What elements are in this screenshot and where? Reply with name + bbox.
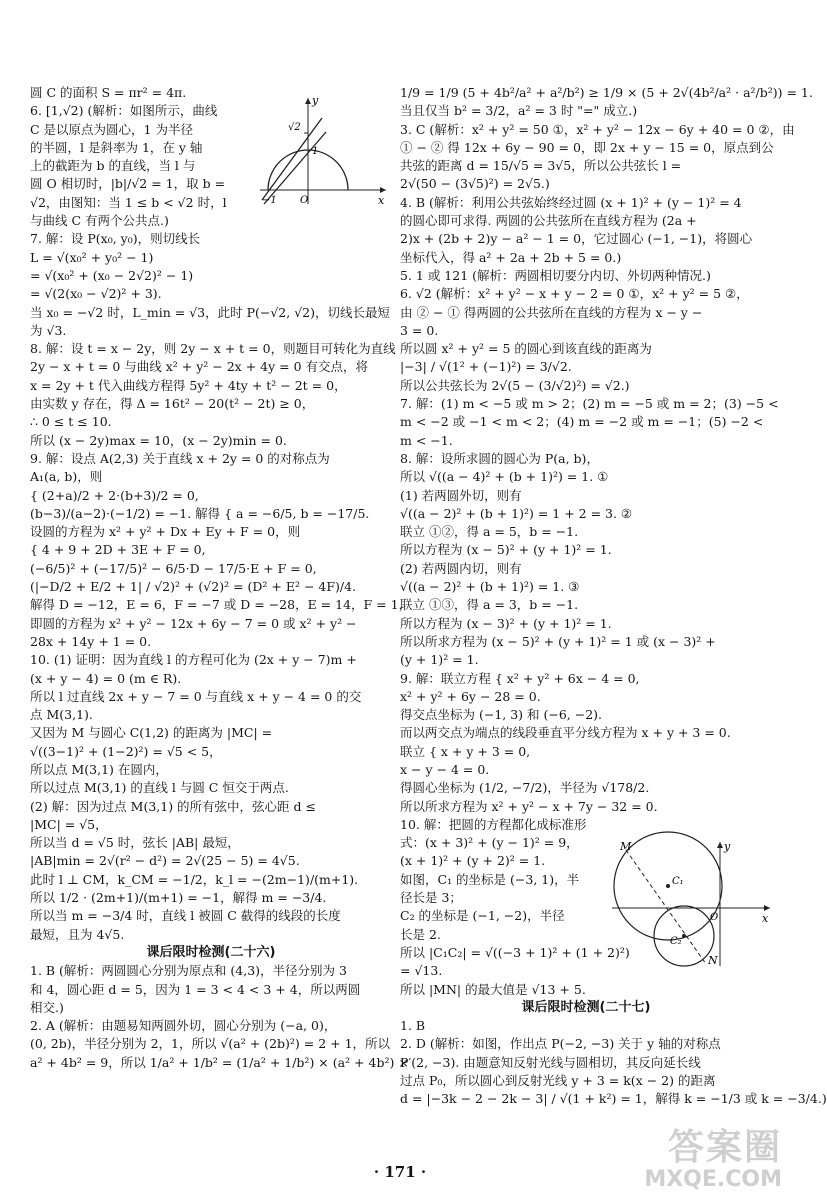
- text-line: 所以公共弦长为 2√(5 − (3/√2)²) = √2.): [400, 377, 630, 393]
- text-line: 径长是 3；: [400, 890, 462, 906]
- text-line: 所以 |C₁C₂| = √((−3 + 1)² + (1 + 2)²): [400, 944, 630, 960]
- text-line: 所以点 M(3,1) 在圆内，: [30, 761, 168, 777]
- text-line: { (2+a)/2 + 2·(b+3)/2 = 0,: [30, 487, 199, 503]
- text-line: 9. 解：联立方程 { x² + y² + 6x − 4 = 0,: [400, 670, 640, 686]
- fig1-one-label: 1: [312, 146, 319, 157]
- text-line: 为 √3.: [30, 322, 67, 338]
- text-line: √((3−1)² + (1−2)²) = √5 < 5，: [30, 743, 222, 759]
- fig1-x-label: x: [378, 194, 385, 207]
- text-line: 的半圆，l 是斜率为 1，在 y 轴: [30, 139, 203, 155]
- text-line: x² + y² + 6y − 28 = 0.: [400, 688, 541, 704]
- fig1-sqrt2-label: √2: [288, 122, 301, 133]
- text-line: a² + 4b² = 9，所以 1/a² + 1/b² = (1/a² + 1/b²) × (a² + 4b²) ×: [30, 1054, 409, 1070]
- text-line: 6. [1,√2) (解析：如图所示，曲线: [30, 103, 218, 119]
- text-line: 联立 ①③，得 a = 3，b = −1.: [400, 597, 579, 613]
- text-line: 6. √2 (解析：x² + y² − x + y − 2 = 0 ①，x² + y² = 5 ②，: [400, 286, 749, 302]
- text-line: (|−D/2 + E/2 + 1| / √2)² + (√2)² = (D² + E² − 4F)/4.: [30, 579, 357, 595]
- text-line: 所以 1/2 · (2m+1)/(m+1) = −1，解得 m = −3/4.: [30, 890, 327, 906]
- fig2-origin-label: O: [710, 912, 719, 923]
- left-column: [30, 84, 412, 1072]
- text-line: 2. A (解析：由题易知两圆外切，圆心分别为 (−a, 0)，: [30, 1018, 337, 1034]
- fig1-neg-one-label: −1: [262, 195, 277, 206]
- text-line: |MC| = √5，: [30, 816, 108, 832]
- fig2-m-label: M: [620, 840, 632, 853]
- text-line: 3 = 0.: [400, 322, 439, 338]
- text-line: 最短，且为 4√5.: [30, 926, 125, 942]
- fig2-x-label: x: [762, 912, 769, 925]
- text-line: 所以方程为 (x − 5)² + (y + 1)² = 1.: [400, 542, 612, 558]
- fig2-y-label: y: [724, 840, 731, 853]
- text-line: 解得 D = −12，E = 6，F = −7 或 D = −28，E = 14，F = 1，: [30, 597, 412, 613]
- text-line: (x + 1)² + (y + 2)² = 1.: [400, 853, 546, 869]
- text-line: 10. 解：把圆的方程都化成标准形: [400, 816, 587, 832]
- text-line: 所以方程为 (x − 3)² + (y + 1)² = 1.: [400, 615, 612, 631]
- text-line: (1) 若两圆外切，则有: [400, 487, 522, 503]
- text-line: 所以所求方程为 x² + y² − x + 7y − 32 = 0.: [400, 798, 658, 814]
- text-line: 所以 l 过直线 2x + y − 7 = 0 与直线 x + y − 4 = 0 的交: [30, 688, 362, 704]
- section-title: 课后限时检测(二十七): [521, 999, 651, 1015]
- text-line: 所以 |MN| 的最大值是 √13 + 5.: [400, 981, 586, 997]
- text-line: 上的截距为 b 的直线，当 l 与: [30, 158, 196, 174]
- text-line: 所以 (x − 2y)max = 10，(x − 2y)min = 0.: [30, 432, 287, 448]
- text-line: ∴ 0 ≤ t ≤ 10.: [30, 414, 112, 430]
- text-line: 当 x₀ = −√2 时，L_min = √3，此时 P(−√2, √2)，切线长最短: [30, 304, 391, 320]
- text-line: P′(2, −3). 由题意知反射光线与圆相切，其反向延长线: [400, 1054, 701, 1070]
- page-number: · 171 ·: [373, 1163, 427, 1181]
- text-line: (b−3)/(a−2)·(−1/2) = −1. 解得 { a = −6/5, b = −17/5.: [30, 505, 370, 521]
- text-line: 所以过点 M(3,1) 的直线 l 与圆 C 恒交于两点.: [30, 780, 289, 796]
- text-line: 过点 P₀，所以圆心到反射光线 y + 3 = k(x − 2) 的距离: [400, 1073, 716, 1089]
- text-line: 相交.): [30, 999, 64, 1015]
- text-line: = √(x₀² + (x₀ − 2√2)² − 1): [30, 267, 194, 283]
- text-line: |−3| / √(1² + (−1)²) = 3/√2.: [400, 359, 572, 375]
- text-line: 所以当 d = √5 时，弦长 |AB| 最短，: [30, 835, 240, 851]
- text-line: 联立 ①②，得 a = 5，b = −1.: [400, 524, 579, 540]
- watermark-url: MXQE.COM: [644, 1167, 782, 1192]
- text-line: A₁(a, b)，则: [30, 469, 103, 485]
- text-line: m < −2 或 −1 < m < 2；(4) m = −2 或 m = −1；(5) −2 <: [400, 414, 764, 430]
- watermark-text: 答案圈: [667, 1127, 782, 1168]
- text-line: 所以所求方程为 (x − 5)² + (y + 1)² = 1 或 (x − 3)² +: [400, 633, 716, 649]
- two-circles-figure: [608, 838, 774, 968]
- text-line: d = |−3k − 2 − 2k − 3| / √(1 + k²) = 1，解得 k = −1/3 或 k = −3/4.): [400, 1091, 827, 1107]
- text-line: 与曲线 C 有两个公共点.): [30, 213, 169, 229]
- text-line: m < −1.: [400, 432, 453, 448]
- text-line: 2. D (解析：如图，作出点 P(−2, −3) 关于 y 轴的对称点: [400, 1036, 721, 1052]
- text-line: 设圆的方程为 x² + y² + Dx + Ey + F = 0，则: [30, 524, 301, 540]
- watermark: [644, 1128, 782, 1192]
- text-line: (2) 解：因为过点 M(3,1) 的所有弦中，弦心距 d ≤: [30, 798, 316, 814]
- text-line: 2√(50 − (3√5)²) = 2√5.): [400, 176, 550, 192]
- text-line: 的圆心即可求得. 两圆的公共弦所在直线方程为 (2a +: [400, 213, 697, 229]
- text-line: 1. B: [400, 1018, 426, 1034]
- text-line: √((a − 2)² + (b + 1)²) = 1 + 2 = 3. ②: [400, 505, 633, 521]
- text-line: 7. 解：设 P(x₀, y₀)，则切线长: [30, 231, 201, 247]
- text-line: 7. 解：(1) m < −5 或 m > 2；(2) m = −5 或 m = 2；(3) −5 <: [400, 396, 779, 412]
- text-line: x = 2y + t 代入曲线方程得 5y² + 4ty + t² − 2t = 0，: [30, 377, 347, 393]
- text-line: √((a − 2)² + (b + 1)²) = 1. ③: [400, 579, 580, 595]
- text-line: 所以圆 x² + y² = 5 的圆心到该直线的距离为: [400, 341, 652, 357]
- text-line: C₂ 的坐标是 (−1, −2)，半径: [400, 908, 565, 924]
- text-line: 而以两交点为端点的线段垂直平分线方程为 x + y + 3 = 0.: [400, 725, 731, 741]
- text-line: { 4 + 9 + 2D + 3E + F = 0,: [30, 542, 206, 558]
- text-line: 所以 √((a − 4)² + (b + 1)²) = 1. ①: [400, 469, 609, 485]
- text-line: (0, 2b)，半径分别为 2，1，所以 √(a² + (2b)²) = 2 + 1，所以: [30, 1036, 391, 1052]
- text-line: (x + y − 4) = 0 (m ∈ R).: [30, 670, 182, 686]
- text-line: 5. 1 或 121 (解析：两圆相切要分内切、外切两种情况.): [400, 267, 711, 283]
- section-title: 课后限时检测(二十六): [146, 944, 276, 960]
- text-line: = √(2(x₀ − √2)² + 3).: [30, 286, 162, 302]
- text-line: x − y − 4 = 0.: [400, 761, 490, 777]
- fig2-n-label: N: [708, 954, 718, 967]
- text-line: 式：(x + 3)² + (y − 1)² = 9，: [400, 835, 579, 851]
- text-line: 4. B (解析：利用公共弦始终经过圆 (x + 1)² + (y − 1)² = 4: [400, 194, 742, 210]
- text-line: 此时 l ⊥ CM，k_CM = −1/2，k_l = −(2m−1)/(m+1).: [30, 871, 359, 887]
- text-line: 1. B (解析：两圆圆心分别为原点和 (4,3)，半径分别为 3: [30, 963, 347, 979]
- text-line: 点 M(3,1).: [30, 707, 93, 723]
- text-line: 如图，C₁ 的坐标是 (−3, 1)，半: [400, 871, 580, 887]
- text-line: 和 4，圆心距 d = 5，因为 1 = 3 < 4 < 3 + 4，所以两圆: [30, 981, 361, 997]
- text-line: (2) 若两圆内切，则有: [400, 560, 522, 576]
- text-line: 坐标代入，得 a² + 2a + 2b + 5 = 0.): [400, 249, 622, 265]
- text-line: (−6/5)² + (−17/5)² − 6/5·D − 17/5·E + F = 0,: [30, 560, 317, 576]
- text-line: ① − ② 得 12x + 6y − 90 = 0，即 2x + y − 15 = 0，原点到公: [400, 139, 774, 155]
- fig1-origin-label: O: [300, 195, 309, 206]
- text-line: 10. (1) 证明：因为直线 l 的方程可化为 (2x + y − 7)m +: [30, 652, 357, 668]
- text-line: 得圆心坐标为 (1/2, −7/2)，半径为 √178/2.: [400, 780, 650, 796]
- text-line: 由实数 y 存在，得 Δ = 16t² − 20(t² − 2t) ≥ 0，: [30, 396, 315, 412]
- text-line: 由 ② − ① 得两圆的公共弦所在直线的方程为 x − y −: [400, 304, 703, 320]
- fig1-y-label: y: [312, 94, 319, 107]
- text-line: 圆 C 的面积 S = πr² = 4π.: [30, 85, 187, 100]
- text-line: (y + 1)² = 1.: [400, 652, 479, 668]
- text-line: 共弦的距离 d = 15/√5 = 3√5，所以公共弦长 l =: [400, 158, 682, 174]
- text-line: 长是 2.: [400, 926, 441, 942]
- text-line: L = √(x₀² + y₀² − 1): [30, 249, 154, 265]
- text-line: 3. C (解析：x² + y² = 50 ①，x² + y² − 12x − 6y + 40 = 0 ②，由: [400, 121, 795, 137]
- text-line: 即圆的方程为 x² + y² − 12x + 6y − 7 = 0 或 x² + y² −: [30, 615, 357, 631]
- text-line: 2y − x + t = 0 与曲线 x² + y² − 2x + 4y = 0 有交点，将: [30, 359, 369, 375]
- text-line: 9. 解：设点 A(2,3) 关于直线 x + 2y = 0 的对称点为: [30, 450, 330, 466]
- text-line: 8. 解：设 t = x − 2y，则 2y − x + t = 0，则题目可转化为直线: [30, 341, 396, 357]
- text-line: 28x + 14y + 1 = 0.: [30, 633, 152, 649]
- text-line: 联立 { x + y + 3 = 0,: [400, 743, 531, 759]
- text-line: 1/9 = 1/9 (5 + 4b²/a² + a²/b²) ≥ 1/9 × (5 + 2√(4b²/a² · a²/b²)) = 1.: [400, 85, 813, 100]
- semicircle-figure: [252, 92, 392, 210]
- text-line: √2，由图知：当 1 ≤ b < √2 时，l: [30, 194, 227, 210]
- text-line: = √13.: [400, 963, 443, 979]
- text-line: 当且仅当 b² = 3/2，a² = 3 时 "=" 成立.): [400, 103, 638, 119]
- text-line: C 是以原点为圆心，1 为半径: [30, 121, 193, 137]
- text-line: 2)x + (2b + 2)y − a² − 1 = 0，它过圆心 (−1, −1)，将圆心: [400, 231, 753, 247]
- text-line: 8. 解：设所求圆的圆心为 P(a, b)，: [400, 450, 599, 466]
- text-line: 圆 O 相切时，|b|/√2 = 1，取 b =: [30, 176, 226, 192]
- text-line: 得交点坐标为 (−1, 3) 和 (−6, −2).: [400, 707, 603, 723]
- text-line: 又因为 M 与圆心 C(1,2) 的距离为 |MC| =: [30, 725, 273, 741]
- fig2-c1-label: C₁: [672, 876, 684, 887]
- text-line: 所以当 m = −3/4 时，直线 l 被圆 C 截得的线段的长度: [30, 908, 341, 924]
- fig2-c2-label: C₂: [670, 936, 682, 947]
- text-line: |AB|min = 2√(r² − d²) = 2√(25 − 5) = 4√5.: [30, 853, 300, 869]
